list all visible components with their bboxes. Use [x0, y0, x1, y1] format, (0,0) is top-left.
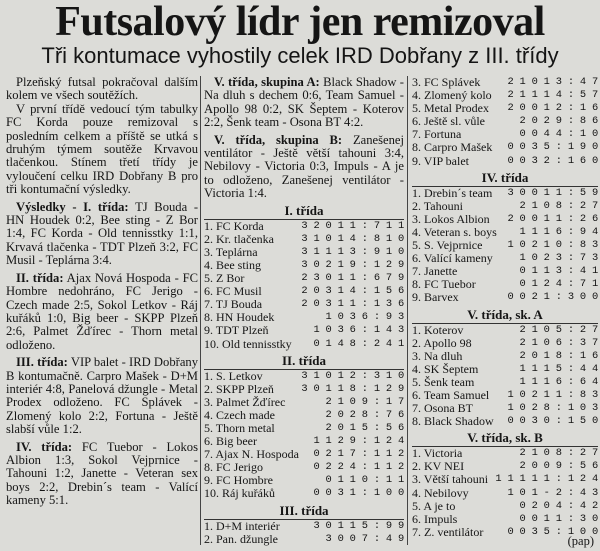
table-row [204, 474, 404, 487]
table-title: V. třída, sk. A [467, 306, 543, 322]
team-stats: 0 1 4 8 : 2 4 1 [313, 337, 404, 350]
team-name: 5. Šenk team [412, 375, 475, 389]
column-rule-2 [407, 76, 408, 545]
table-row [204, 219, 404, 233]
team-stats: 3 0 2 1 9 : 1 2 9 [301, 258, 404, 271]
table-row [412, 323, 598, 337]
team-stats: 1 0 3 6 : 1 4 3 [313, 324, 404, 337]
team-name: 2. Apollo 98 [412, 336, 472, 350]
team-stats: 2 0 0 1 1 : 2 6 [507, 212, 598, 225]
team-name: 1. Drebin´s team [412, 186, 493, 200]
team-name: 9. FC Hombre [204, 474, 273, 488]
team-name: 7. Osona BT [412, 402, 473, 416]
table-row [412, 513, 598, 526]
team-stats: 2 1 0 5 : 2 7 [519, 323, 598, 336]
team-stats: 2 1 0 1 3 : 4 7 [507, 76, 598, 88]
team-name: 2. SKPP Plzeň [204, 382, 274, 396]
column-rule-1 [200, 76, 201, 545]
team-stats: 0 0 4 4 : 1 0 [519, 128, 598, 141]
table-title: I. třída [284, 202, 324, 218]
team-stats: 2 0 3 1 4 : 1 5 6 [301, 285, 404, 298]
team-name: 8. FC Jerigo [204, 461, 264, 475]
table-row [412, 252, 598, 265]
team-stats: 1 1 1 1 1 : 1 2 4 [495, 473, 598, 486]
team-stats: 3 1 1 1 3 : 9 1 0 [301, 245, 404, 258]
table-row [412, 402, 598, 415]
paragraph-results-5a: V. třída, skupina A: Black Shadow - Na dluh s dechem 0:6, Team Samuel - Apollo 98 0:2, SK Šeptem - Koterov 2:2, Šenk team - Osona BT 4:2. [204, 76, 404, 130]
author-signature: (pap) [567, 534, 594, 548]
team-name: 8. HN Houdek [204, 311, 275, 325]
subtitle: Tři kontumace vyhostily celek IRD Dobřany z III. třídy [41, 43, 559, 68]
team-name: 7. Ajax N. Hospoda [204, 448, 299, 462]
standings-table [412, 431, 598, 539]
team-stats: 0 1 1 0 : 1 1 [325, 474, 404, 487]
table-row [204, 272, 404, 285]
team-name: 3. Lokos Albion [412, 212, 490, 226]
team-name: 3. Větší tahouni [412, 473, 489, 487]
team-name: 5. Z Bor [204, 272, 245, 286]
standings-table [204, 504, 404, 546]
team-name: 6. Team Samuel [412, 388, 490, 402]
table-row [204, 422, 404, 435]
team-name: 10. Old tennisstky [204, 337, 292, 351]
table-row [412, 128, 598, 141]
team-stats: 3 0 1 1 5 : 9 9 [313, 519, 404, 532]
team-stats: 1 0 2 3 : 7 3 [519, 252, 598, 265]
table-title: IV. třída [481, 169, 529, 185]
table-row [204, 396, 404, 409]
table-row [412, 200, 598, 213]
team-stats: 3 0 0 1 1 : 5 9 [507, 186, 598, 199]
team-name: 1. S. Letkov [204, 369, 263, 383]
table-row [204, 519, 404, 533]
team-name: 6. FC Musil [204, 285, 262, 299]
team-stats: 3 0 1 1 8 : 1 2 9 [301, 382, 404, 395]
team-stats: 1 1 1 5 : 4 4 [519, 362, 598, 375]
team-name: 1. Victoria [412, 446, 463, 461]
team-stats: 1 1 1 6 : 9 4 [519, 225, 598, 238]
team-name: 3. Na dluh [412, 349, 463, 363]
team-name: 5. A je to [412, 499, 456, 513]
team-stats: 1 1 2 9 : 1 2 4 [313, 435, 404, 448]
table-row [412, 337, 598, 350]
table-title: V. třída, sk. B [467, 430, 543, 446]
standings-table-continued [412, 76, 598, 168]
paragraph-results-5b: V. třída, skupina B: Zanešenej ventilátor - Ještě větší tahouni 3:4, Nebilovy - Victoria 0:3, Impuls - A je to odloženo, Zanešenej ventilátor - Victoria 1:4. [204, 132, 404, 201]
team-stats: 2 0 1 8 : 1 6 [519, 349, 598, 362]
paragraph-results-2: II. třída: Ajax Nová Hospoda - FC Hombre nedohráno, FC Jerigo - Czech made 2:5, Sokol Letkov - Ráj kuřáků 1:0, Big beer - SKPP Plzeň 2:6, Palmet Žďírec - Thorn metal odloženo. [6, 270, 198, 352]
column-2 [204, 76, 404, 551]
table-row [412, 460, 598, 473]
team-name: 7. TJ Bouda [204, 298, 263, 312]
table-row [204, 461, 404, 474]
team-name: 6. Ještě sl. vůle [412, 115, 485, 129]
table-row [412, 447, 598, 461]
column-1 [6, 76, 198, 551]
table-row [204, 285, 404, 298]
team-name: 4. Zlomený kolo [412, 89, 492, 103]
team-name: 5. Thorn metal [204, 421, 275, 435]
standings-table [204, 204, 404, 351]
team-name: 1. Koterov [412, 323, 464, 337]
team-stats: 0 0 2 1 : 3 0 0 [507, 291, 598, 304]
team-name: 1. FC Korda [204, 219, 264, 233]
table-row [412, 376, 598, 389]
table-row [412, 265, 598, 278]
team-name: 4. Veteran s. boys [412, 225, 497, 239]
team-name: 4. SK Šeptem [412, 362, 479, 376]
standings-table [412, 171, 598, 305]
team-stats: 1 0 1 - 2 : 4 3 [507, 486, 598, 499]
paragraph: V první třídě vedoucí tým tabulky FC Korda pouze remizoval s posledním celkem a příště se utká s druhým týmem soutěže Krvavou tlačenkou. Stínem třetí třídy je vyloučení celku IRD Dobřany B pro tři kontumační výsledky. [6, 101, 198, 197]
team-name: 4. Bee sting [204, 258, 261, 272]
team-stats: 2 1 0 8 : 2 7 [519, 199, 598, 212]
team-stats: 2 0 0 1 2 : 1 6 [507, 102, 598, 115]
paragraph-results-1: Výsledky - I. třída: TJ Bouda - HN Houdek 0:2, Bee sting - Z Bor 1:4, FC Korda - Old tennisstky 1:1, Krvavá tlačenka - TDT Plzeň 3:2, FC Musil - Teplárna 3:4. [6, 199, 198, 268]
team-stats: 1 0 3 6 : 9 3 [325, 311, 404, 324]
team-stats: 0 0 3 0 : 1 5 0 [507, 415, 598, 428]
team-stats: 1 0 2 1 0 : 8 3 [507, 239, 598, 252]
table-row [412, 213, 598, 226]
team-stats: 3 1 0 1 4 : 8 1 0 [301, 232, 404, 245]
team-name: 1. D+M interiér [204, 519, 280, 533]
table-row [204, 448, 404, 461]
team-stats: 3 0 0 7 : 4 9 [325, 532, 404, 545]
team-name: 9. TDT Plzeň [204, 324, 269, 338]
team-stats: 2 0 2 9 : 8 6 [519, 115, 598, 128]
table-row [412, 76, 598, 89]
table-row [412, 102, 598, 115]
table-row [204, 324, 404, 337]
table-title: III. třída [279, 502, 329, 518]
table-row [204, 298, 404, 311]
team-stats: 1 0 2 1 1 : 8 3 [507, 388, 598, 401]
standings-table [204, 354, 404, 501]
table-row [412, 473, 598, 486]
team-name: 6. Big beer [204, 435, 257, 449]
table-row [412, 389, 598, 402]
table-row [412, 415, 598, 428]
team-name: 3. Teplárna [204, 245, 258, 259]
team-name: 6. Valící kameny [412, 252, 493, 266]
paragraph: Plzeňský futsal pokračoval dalším kolem ve všech soutěžích. [6, 76, 198, 103]
paragraph-results-3: III. třída: VIP balet - IRD Dobřany B kontumačně. Carpro Mašek - D+M interiér 4:8, Panelová džungle - Metal Prodex odloženo. FC Splávek - Zlomený kolo 2:2, Fortuna - Ještě slabší vůle 1:2. [6, 355, 198, 437]
team-stats: 2 3 0 1 1 : 6 7 9 [301, 272, 404, 285]
team-stats: 2 0 3 1 1 : 1 3 6 [301, 298, 404, 311]
table-row [204, 311, 404, 324]
team-name: 6. Impuls [412, 512, 458, 526]
table-row [204, 435, 404, 448]
team-stats: 3 2 0 1 1 : 7 1 1 [301, 219, 404, 232]
team-stats: 2 0 0 9 : 5 6 [519, 460, 598, 473]
table-row [412, 278, 598, 291]
table-row [204, 369, 404, 383]
table-row [204, 487, 404, 500]
team-name: 5. S. Vejprnice [412, 239, 483, 253]
table-row [204, 259, 404, 272]
paragraph-results-4: IV. třída: FC Tuebor - Lokos Albion 1:3, Sokol Vejprnice - Tahouni 1:2, Janette - Veteran sex boys 2:2, Drebin´s team - Valící kameny 5:1. [6, 439, 198, 508]
team-name: 7. Fortuna [412, 128, 462, 142]
team-stats: 0 1 2 4 : 7 1 [519, 278, 598, 291]
team-name: 2. Kr. tlačenka [204, 232, 274, 246]
table-row [204, 246, 404, 259]
team-name: 4. Czech made [204, 408, 275, 422]
team-name: 2. Tahouni [412, 199, 463, 213]
table-row [412, 89, 598, 102]
table-row [204, 338, 404, 351]
team-stats: 0 2 1 7 : 1 1 2 [313, 448, 404, 461]
team-stats: 2 0 1 5 : 5 6 [325, 421, 404, 434]
column-3 [412, 76, 598, 551]
team-stats: 1 1 1 6 : 6 4 [519, 375, 598, 388]
team-name: 3. FC Splávek [412, 76, 481, 89]
table-row [204, 233, 404, 246]
team-stats: 0 0 3 5 : 1 9 0 [507, 141, 598, 154]
table-row [412, 226, 598, 239]
team-name: 9. VIP balet [412, 154, 469, 168]
team-stats: 0 0 3 5 : 1 0 0 [507, 525, 598, 538]
table-row [412, 350, 598, 363]
team-name: 2. Pan. džungle [204, 532, 278, 546]
team-stats: 0 2 2 4 : 1 1 2 [313, 461, 404, 474]
team-name: 10. Ráj kuřáků [204, 487, 275, 501]
team-stats: 2 0 2 8 : 7 6 [325, 408, 404, 421]
table-row [412, 500, 598, 513]
table-row [412, 487, 598, 500]
team-name: 7. Janette [412, 265, 458, 279]
table-row [412, 291, 598, 304]
table-row [412, 155, 598, 168]
team-stats: 0 0 1 1 : 3 0 [519, 512, 598, 525]
team-name: 7. Z. ventilátor [412, 525, 484, 539]
team-stats: 0 1 1 3 : 4 1 [519, 265, 598, 278]
table-row [412, 141, 598, 154]
table-row [412, 186, 598, 200]
team-stats: 2 1 0 9 : 1 7 [325, 395, 404, 408]
table-row [204, 409, 404, 422]
team-name: 3. Palmet Žďírec [204, 395, 286, 409]
team-name: 8. Black Shadow [412, 415, 494, 429]
team-stats: 2 1 1 1 4 : 5 7 [507, 89, 598, 102]
team-name: 9. Barvex [412, 291, 459, 305]
table-row [412, 363, 598, 376]
team-stats: 2 1 0 6 : 3 7 [519, 336, 598, 349]
table-row [412, 115, 598, 128]
team-name: 2. KV NEI [412, 460, 465, 474]
team-name: 5. Metal Prodex [412, 102, 489, 116]
team-name: 8. FC Tuebor [412, 278, 476, 292]
standings-table [412, 308, 598, 429]
team-stats: 0 0 3 2 : 1 6 0 [507, 154, 598, 167]
headline: Futsalový lídr jen remizoval [55, 0, 545, 45]
team-name: 8. Carpro Mašek [412, 141, 493, 155]
table-row [204, 383, 404, 396]
table-title: II. třída [281, 352, 327, 368]
team-stats: 0 0 3 1 : 1 0 0 [313, 487, 404, 500]
table-row [204, 533, 404, 546]
team-stats: 1 0 2 8 : 1 0 3 [507, 402, 598, 415]
team-stats: 2 1 0 8 : 2 7 [519, 447, 598, 460]
team-stats: 0 2 0 4 : 4 2 [519, 499, 598, 512]
team-name: 4. Nebilovy [412, 486, 469, 500]
table-row [412, 239, 598, 252]
team-stats: 3 1 0 1 2 : 3 1 0 [301, 369, 404, 382]
